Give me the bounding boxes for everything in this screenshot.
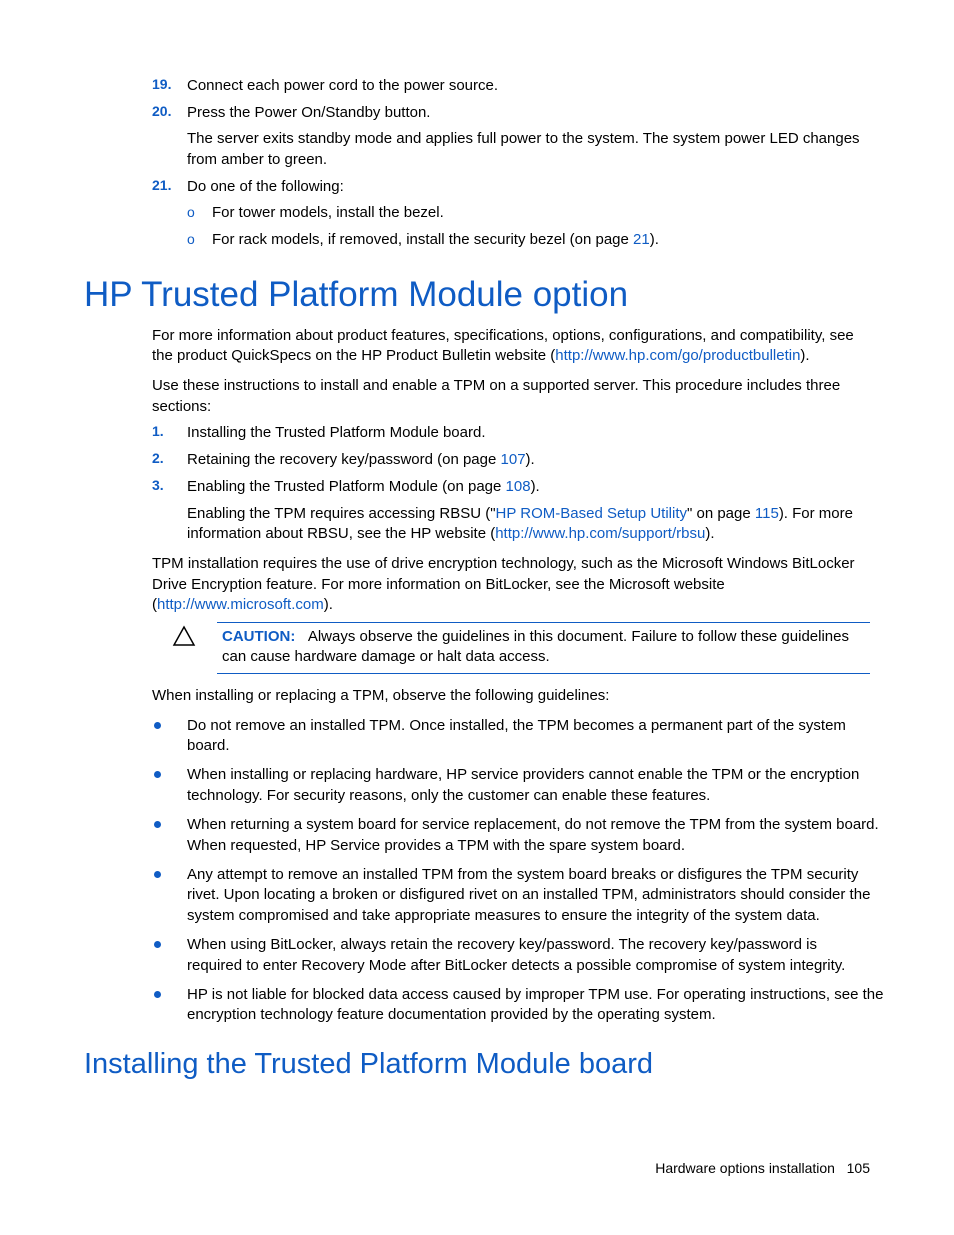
text-fragment: ). bbox=[323, 596, 333, 613]
footer-section: Hardware options installation bbox=[655, 1160, 835, 1176]
bullet-dot bbox=[154, 722, 161, 729]
text-fragment: Enabling the TPM requires accessing RBSU (" bbox=[187, 505, 496, 522]
microsoft-website-link[interactable]: http://www.microsoft.com bbox=[157, 596, 324, 613]
bullet-line: When returning a system board for service replacement, do not remove the TPM from the system board. bbox=[187, 816, 879, 833]
page-link[interactable]: 21 bbox=[633, 231, 650, 248]
caution-label: CAUTION: bbox=[222, 628, 296, 645]
sub-bullet-marker: o bbox=[187, 231, 195, 247]
sub-bullet-marker: o bbox=[187, 204, 195, 220]
paragraph-line bbox=[152, 594, 333, 615]
hp-rbsu-website-link[interactable]: http://www.hp.com/support/rbsu bbox=[495, 525, 706, 542]
bullet-line: Do not remove an installed TPM. Once installed, the TPM becomes a permanent part of the system bbox=[187, 717, 846, 734]
paragraph-line: Drive Encryption feature. For more information on BitLocker, see the Microsoft website bbox=[152, 576, 725, 593]
warning-triangle-icon bbox=[172, 625, 196, 647]
caution-line: can cause hardware damage or halt data access. bbox=[222, 648, 550, 665]
text-fragment: ). bbox=[649, 231, 659, 248]
text-fragment: information about RBSU, see the HP website ( bbox=[187, 525, 496, 542]
step-number: 2. bbox=[152, 450, 164, 466]
bullet-line: rivet. Upon locating a broken or disfigured rivet on an installed TPM, administrators should consider the bbox=[187, 886, 871, 903]
bullet-line: required to enter Recovery Mode after BitLocker detects a possible compromise of system integrity. bbox=[187, 957, 846, 974]
text-fragment: ( bbox=[152, 596, 157, 613]
paragraph-line: sections: bbox=[152, 398, 212, 415]
sub-bullet-text: For tower models, install the bezel. bbox=[212, 204, 444, 221]
bullet-line: board. bbox=[187, 737, 230, 754]
page-link[interactable]: 107 bbox=[500, 451, 526, 468]
sub-bullet-text bbox=[212, 229, 659, 250]
step-text: Installing the Trusted Platform Module board. bbox=[187, 424, 486, 441]
bullet-line: When installing or replacing hardware, HP service providers cannot enable the TPM or the encryption bbox=[187, 766, 860, 783]
paragraph-line: When installing or replacing a TPM, observe the following guidelines: bbox=[152, 687, 610, 704]
text-fragment: the product QuickSpecs on the HP Product Bulletin website ( bbox=[152, 347, 556, 364]
bullet-line: HP is not liable for blocked data access caused by improper TPM use. For operating instructions, see the bbox=[187, 986, 884, 1003]
bullet-line: technology. For security reasons, only the customer can enable these features. bbox=[187, 787, 711, 804]
step-number: 20. bbox=[152, 103, 172, 119]
paragraph-line: For more information about product features, specifications, options, configurations, and compatibility, see bbox=[152, 327, 854, 344]
step-text: Connect each power cord to the power source. bbox=[187, 77, 499, 94]
step-detail-line: The server exits standby mode and applies full power to the system. The system power LED changes bbox=[187, 130, 860, 147]
bullet-dot bbox=[154, 821, 161, 828]
text-fragment: Enabling the Trusted Platform Module (on page bbox=[187, 478, 506, 495]
text-fragment: For rack models, if removed, install the security bezel (on page bbox=[212, 231, 634, 248]
rbsu-link[interactable]: HP ROM-Based Setup Utility bbox=[495, 505, 687, 522]
paragraph-line bbox=[187, 503, 853, 524]
bullet-dot bbox=[154, 871, 161, 878]
text-fragment: ). bbox=[530, 478, 540, 495]
text-fragment: ). For more bbox=[778, 505, 853, 522]
step-number: 21. bbox=[152, 177, 172, 193]
step-detail-line: from amber to green. bbox=[187, 151, 328, 168]
step-number: 3. bbox=[152, 477, 164, 493]
page-footer bbox=[655, 1159, 870, 1177]
text-fragment: ). bbox=[800, 347, 810, 364]
step-text bbox=[187, 449, 535, 470]
paragraph-line bbox=[152, 345, 810, 366]
step-text: Do one of the following: bbox=[187, 178, 344, 195]
caution-text: Always observe the guidelines in this document. Failure to follow these guidelines bbox=[307, 628, 849, 645]
step-text: Press the Power On/Standby button. bbox=[187, 104, 431, 121]
step-number: 19. bbox=[152, 76, 172, 92]
page-link[interactable]: 115 bbox=[754, 505, 779, 522]
caution-line bbox=[222, 626, 849, 647]
productbulletin-link[interactable]: http://www.hp.com/go/productbulletin bbox=[555, 347, 801, 364]
bullet-dot bbox=[154, 991, 161, 998]
page-link[interactable]: 108 bbox=[505, 478, 531, 495]
paragraph-line bbox=[187, 523, 715, 544]
bullet-line: encryption technology feature documentation provided by the operating system. bbox=[187, 1006, 716, 1023]
subsection-title: Installing the Trusted Platform Module board bbox=[84, 1048, 654, 1080]
text-fragment: ). bbox=[525, 451, 535, 468]
paragraph-line: TPM installation requires the use of drive encryption technology, such as the Microsoft Windows BitLocker bbox=[152, 555, 855, 572]
paragraph-line: Use these instructions to install and enable a TPM on a supported server. This procedure includes three bbox=[152, 377, 841, 394]
text-fragment: Retaining the recovery key/password (on page bbox=[187, 451, 501, 468]
step-number: 1. bbox=[152, 423, 164, 439]
bullet-line: Any attempt to remove an installed TPM from the system board breaks or disfigures the TPM security bbox=[187, 866, 859, 883]
text-fragment: ). bbox=[705, 525, 715, 542]
step-text bbox=[187, 476, 540, 497]
bullet-dot bbox=[154, 771, 161, 778]
bullet-line: When using BitLocker, always retain the recovery key/password. The recovery key/password is bbox=[187, 936, 817, 953]
text-fragment: " on page bbox=[687, 505, 755, 522]
bullet-line: When requested, HP Service provides a TPM with the spare system board. bbox=[187, 837, 686, 854]
bullet-dot bbox=[154, 941, 161, 948]
section-title: HP Trusted Platform Module option bbox=[84, 275, 629, 314]
bullet-line: system compromised and take appropriate measures to ensure the integrity of the system data. bbox=[187, 907, 820, 924]
page-number: 105 bbox=[846, 1160, 870, 1176]
